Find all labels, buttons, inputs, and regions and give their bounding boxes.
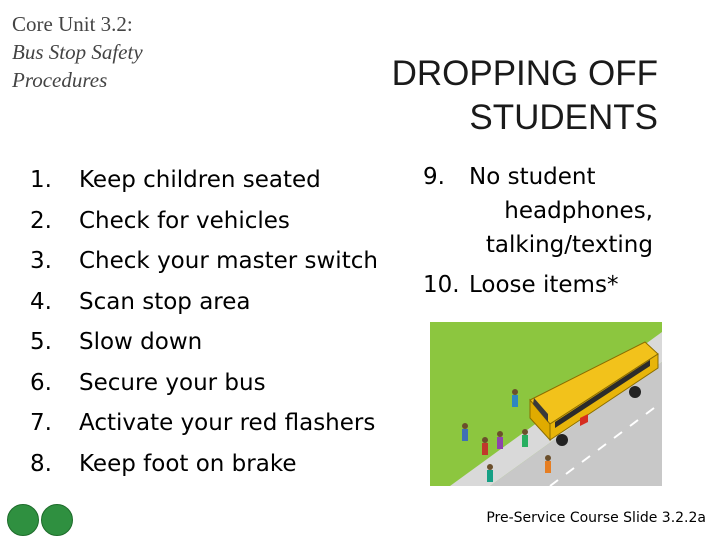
item-number: 3. — [30, 248, 52, 274]
unit-line-2: Bus Stop Safety — [12, 40, 143, 64]
item-number: 2. — [30, 207, 52, 234]
list-item — [30, 241, 378, 282]
item-text — [469, 160, 653, 262]
list-item — [30, 444, 378, 485]
list-item — [30, 403, 378, 444]
list-item — [30, 160, 378, 201]
nav-dot-right — [41, 504, 73, 536]
school-bus-illustration — [430, 322, 662, 486]
slide-footer: Pre-Service Course Slide 3.2.2a — [486, 510, 706, 526]
item-number: 1. — [30, 167, 52, 193]
item-text-line: Loose items* — [469, 272, 619, 298]
item-number: 7. — [30, 410, 52, 436]
item-text: Check your master switch — [79, 248, 378, 274]
extra-procedure-list — [423, 160, 653, 302]
title-line-2: STUDENTS — [469, 98, 658, 137]
item-text-line: No student — [469, 164, 596, 190]
slide-title — [328, 52, 658, 140]
list-item — [30, 201, 378, 242]
title-line-1: DROPPING OFF — [391, 54, 658, 93]
item-text: Secure your bus — [79, 369, 266, 396]
item-text — [469, 268, 653, 302]
item-number: 6. — [30, 369, 52, 396]
item-text: Activate your red flashers — [79, 410, 376, 436]
item-number: 8. — [30, 450, 52, 477]
item-text: Scan stop area — [79, 288, 251, 315]
item-text-line: talking/texting — [485, 232, 653, 258]
unit-heading — [12, 10, 212, 94]
item-text: Slow down — [79, 329, 203, 355]
list-item — [423, 160, 653, 262]
item-number: 9. — [423, 164, 445, 190]
unit-line-1: Core Unit 3.2: — [12, 12, 133, 36]
list-item — [30, 363, 378, 404]
list-item — [30, 282, 378, 323]
list-item — [423, 268, 653, 302]
item-number: 10. — [423, 272, 460, 298]
item-text-line: headphones, — [504, 198, 653, 224]
item-number: 5. — [30, 329, 52, 355]
procedure-list — [30, 160, 378, 484]
nav-dot-left — [7, 504, 39, 536]
item-text: Keep children seated — [79, 167, 321, 193]
item-text: Keep foot on brake — [79, 450, 297, 477]
item-number: 4. — [30, 288, 52, 315]
unit-line-3: Procedures — [12, 68, 108, 92]
list-item — [30, 322, 378, 363]
item-text: Check for vehicles — [79, 207, 290, 234]
